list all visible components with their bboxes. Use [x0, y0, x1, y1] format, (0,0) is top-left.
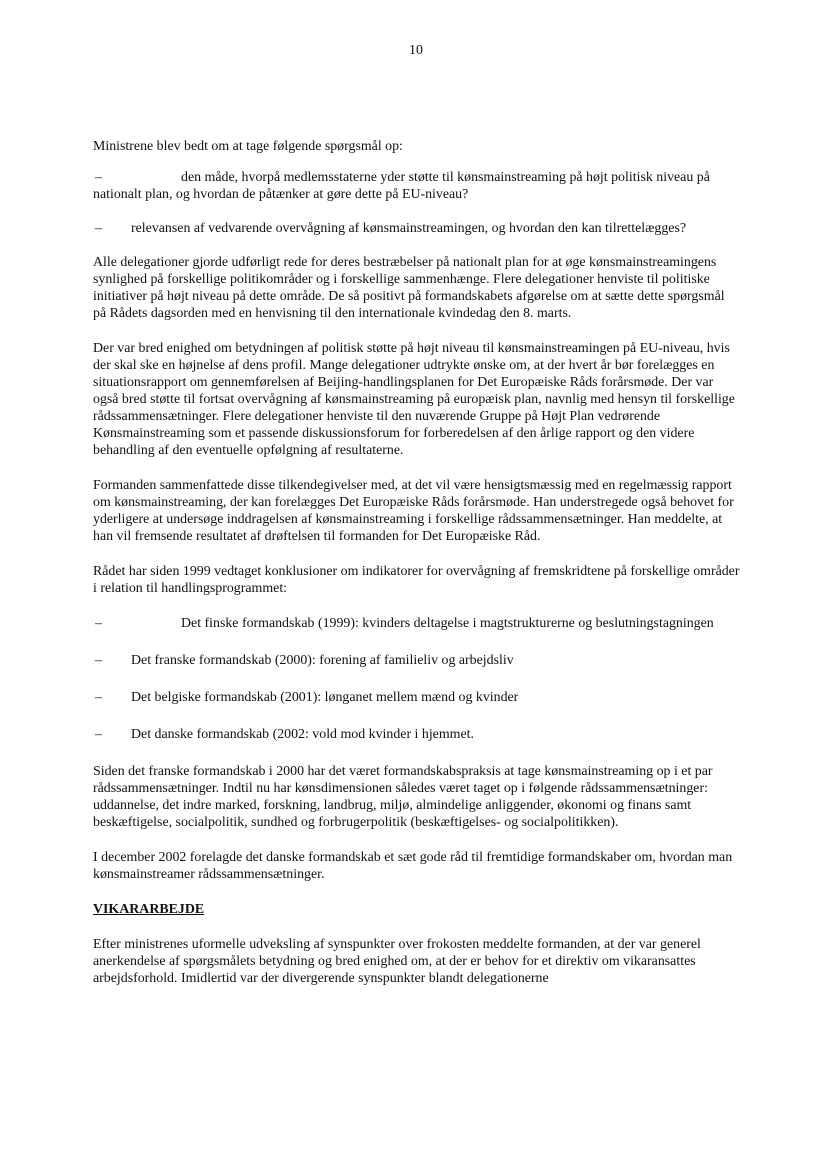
- bullet-dash: –: [95, 690, 102, 705]
- paragraph-temp-work: Efter ministrenes uformelle udveksling af synspunkter over frokosten meddelte formanden, at der var generel anerkendelse af spørgsmålets betydning og bred enighed om, at der er behov for et direktiv om vikaransattes arbejdsforhold. Imidlertid var der divergerende synspunkter blandt delegationerne: [93, 937, 701, 986]
- bullet-dash: –: [95, 727, 102, 742]
- paragraph-advice: I december 2002 forelagde det danske formandskab et sæt gode råd til fremtidige formandskaber om, hvordan man kønsmainstreamer rådssammensætninger.: [93, 850, 733, 882]
- page-number: 10: [409, 43, 423, 58]
- paragraph-delegations: Alle delegationer gjorde udførligt rede for deres bestræbelser på nationalt plan for at øge kønsmainstreamingens synlighed på forskellige politikområder og i forskellige sammenhænge. Flere delegationer henviste til politiske initiativer på højt niveau på dette område. De så positivt på formandskabets afgørelse om at sætte dette spørgsmål på Rådets dagsorden med en henvisning til den internationale kvindedag den 8. marts.: [93, 255, 725, 321]
- presidency-bullet-1: [93, 615, 741, 632]
- bullet-text: relevansen af vedvarende overvågning af kønsmainstreamingen, og hvordan den kan tilrettelægges?: [131, 221, 687, 236]
- bullet-dash: –: [95, 170, 102, 185]
- presidency-bullet-4: [93, 726, 741, 743]
- question-bullet-2: [93, 220, 741, 237]
- bullet-dash: –: [95, 221, 102, 236]
- bullet-text: Det finske formandskab (1999): kvinders deltagelse i magtstrukturerne og beslutningstagningen: [181, 616, 714, 631]
- paragraph-practice: Siden det franske formandskab i 2000 har det været formandskabspraksis at tage kønsmainstreaming op i et par rådssammensætninger. Indtil nu har kønsdimensionen således været taget op i følgende rådssammensætninger: uddannelse, det indre marked, forskning, landbrug, miljø, almindelige anliggender, økonomi og finans samt beskæftigelse, socialpolitik, sundhed og forbrugerpolitik (beskæftigelses- og socialpolitikken).: [93, 764, 713, 830]
- bullet-dash: –: [95, 653, 102, 668]
- section-heading: VIKARARBEJDE: [93, 902, 205, 917]
- paragraph-eu-support: Der var bred enighed om betydningen af politisk støtte på højt niveau til kønsmainstreamingen på EU-niveau, hvis der skal ske en højnelse af dens profil. Mange delegationer udtrykte ønske om, at der hvert år bør forelægges en situationsrapport om gennemførelsen af Beijing-handlingsplanen for Det Europæiske Råds forårsmøde. Der var også bred støtte til fortsat overvågning af kønsmainstreaming på europæisk plan, navnlig med hensyn til forskellige rådssammensætninger. Flere delegationer henviste til den nuværende Gruppe på Højt Plan vedrørende Kønsmainstreaming som et passende diskussionsforum for forberedelsen af den årlige rapport og den videre behandling af den eventuelle opfølgning af resultaterne.: [93, 341, 735, 458]
- paragraph-summary: Formanden sammenfattede disse tilkendegivelser med, at det vil være hensigtsmæssig med en regelmæssig rapport om kønsmainstreaming, der kan forelægges Det Europæiske Råds forårsmøde. Han understregede også behovet for yderligere at undersøge inddragelsen af kønsmainstreaming i forskellige rådssammensætninger. Han meddelte, at han vil fremsende resultatet af drøftelsen til formanden for Det Europæiske Råd.: [93, 478, 734, 544]
- question-bullet-1: [93, 169, 741, 203]
- presidency-bullet-2: [93, 652, 741, 669]
- intro-text: Ministrene blev bedt om at tage følgende spørgsmål op:: [93, 139, 403, 154]
- bullet-text: Det belgiske formandskab (2001): lønganet mellem mænd og kvinder: [131, 690, 519, 705]
- bullet-dash: –: [95, 616, 102, 631]
- document-body: [93, 138, 741, 1005]
- bullet-text: Det danske formandskab (2002: vold mod kvinder i hjemmet.: [131, 727, 474, 742]
- paragraph-indicators: Rådet har siden 1999 vedtaget konklusioner om indikatorer for overvågning af fremskridtene på forskellige områder i relation til handlingsprogrammet:: [93, 564, 740, 596]
- bullet-text: Det franske formandskab (2000): forening af familieliv og arbejdsliv: [131, 653, 514, 668]
- bullet-text: den måde, hvorpå medlemsstaterne yder støtte til kønsmainstreaming på højt politisk niveau på nationalt plan, og hvordan de påtænker at gøre dette på EU-niveau?: [93, 170, 710, 202]
- presidency-bullet-3: [93, 689, 741, 706]
